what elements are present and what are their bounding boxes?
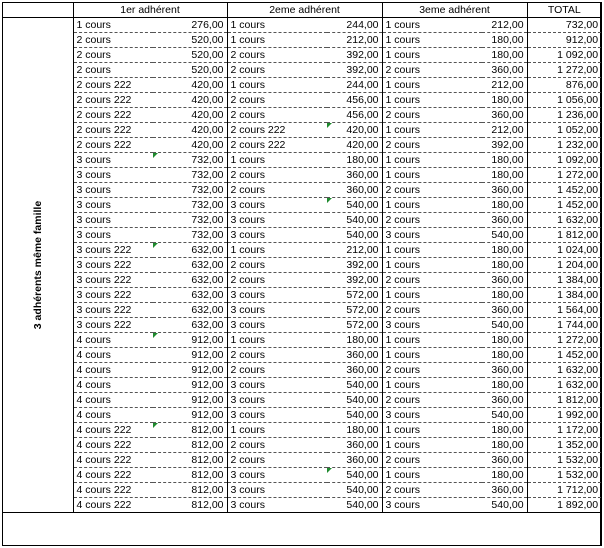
cell-third-member-price[interactable]: 180,00 — [482, 438, 527, 453]
cell-second-member-price[interactable]: 212,00 — [327, 33, 382, 48]
cell-first-member-courses[interactable]: 2 cours 222 — [73, 93, 153, 108]
cell-third-member-courses[interactable]: 2 cours — [382, 138, 482, 153]
cell-first-member-price[interactable]: 732,00 — [153, 153, 227, 168]
cell-third-member-courses[interactable]: 1 cours — [382, 78, 482, 93]
cell-second-member-courses[interactable]: 2 cours — [227, 168, 327, 183]
cell-first-member-courses[interactable]: 2 cours 222 — [73, 108, 153, 123]
cell-second-member-courses[interactable]: 3 cours — [227, 498, 327, 513]
cell-second-member-courses[interactable]: 2 cours — [227, 48, 327, 63]
cell-first-member-courses[interactable]: 3 cours — [73, 228, 153, 243]
cell-first-member-price[interactable]: 812,00 — [153, 453, 227, 468]
cell-total-price[interactable]: 1 272,00 — [527, 168, 601, 183]
table-row — [3, 138, 601, 153]
table-row — [3, 333, 601, 348]
cell-third-member-courses[interactable]: 2 cours — [382, 63, 482, 78]
table-row — [3, 198, 601, 213]
cell-second-member-price[interactable]: 360,00 — [327, 348, 382, 363]
cell-second-member-price[interactable]: 360,00 — [327, 363, 382, 378]
cell-third-member-price[interactable]: 360,00 — [482, 393, 527, 408]
table-row — [3, 183, 601, 198]
cell-second-member-price[interactable]: 540,00 — [327, 498, 382, 513]
cell-first-member-price[interactable]: 632,00 — [153, 318, 227, 333]
cell-total-price[interactable]: 1 056,00 — [527, 93, 601, 108]
cell-third-member-price[interactable]: 180,00 — [482, 258, 527, 273]
cell-second-member-price[interactable]: 540,00 — [327, 408, 382, 423]
cell-first-member-price[interactable]: 420,00 — [153, 108, 227, 123]
cell-third-member-courses[interactable]: 1 cours — [382, 198, 482, 213]
table-row — [3, 393, 601, 408]
cell-second-member-courses[interactable]: 3 cours — [227, 288, 327, 303]
cell-second-member-courses[interactable]: 2 cours — [227, 438, 327, 453]
cell-second-member-courses[interactable]: 3 cours — [227, 228, 327, 243]
cell-first-member-courses[interactable]: 3 cours — [73, 213, 153, 228]
cell-third-member-price[interactable]: 212,00 — [482, 78, 527, 93]
cell-third-member-price[interactable]: 540,00 — [482, 228, 527, 243]
cell-third-member-price[interactable]: 180,00 — [482, 348, 527, 363]
cell-first-member-price[interactable]: 912,00 — [153, 408, 227, 423]
table-row — [3, 363, 601, 378]
cell-total-price[interactable]: 1 232,00 — [527, 138, 601, 153]
cell-third-member-price[interactable]: 540,00 — [482, 498, 527, 513]
cell-third-member-price[interactable]: 360,00 — [482, 273, 527, 288]
cell-total-price[interactable]: 1 632,00 — [527, 213, 601, 228]
cell-total-price[interactable]: 1 024,00 — [527, 243, 601, 258]
cell-second-member-price[interactable]: 540,00 — [327, 228, 382, 243]
cell-third-member-courses[interactable]: 1 cours — [382, 48, 482, 63]
cell-second-member-courses[interactable]: 1 cours — [227, 18, 327, 33]
cell-third-member-courses[interactable]: 1 cours — [382, 468, 482, 483]
table-row — [3, 348, 601, 363]
cell-total-price[interactable]: 1 532,00 — [527, 468, 601, 483]
cell-third-member-price[interactable]: 180,00 — [482, 168, 527, 183]
cell-first-member-price[interactable]: 812,00 — [153, 468, 227, 483]
cell-third-member-courses[interactable]: 2 cours — [382, 393, 482, 408]
cell-first-member-price[interactable]: 732,00 — [153, 168, 227, 183]
cell-total-price[interactable]: 1 452,00 — [527, 183, 601, 198]
cell-total-price[interactable]: 1 384,00 — [527, 273, 601, 288]
cell-first-member-courses[interactable]: 3 cours — [73, 198, 153, 213]
cell-third-member-courses[interactable]: 3 cours — [382, 498, 482, 513]
cell-third-member-courses[interactable]: 1 cours — [382, 348, 482, 363]
cell-first-member-price[interactable]: 420,00 — [153, 123, 227, 138]
cell-third-member-courses[interactable]: 1 cours — [382, 33, 482, 48]
table-row — [3, 213, 601, 228]
cell-third-member-price[interactable]: 392,00 — [482, 138, 527, 153]
cell-third-member-price[interactable]: 360,00 — [482, 108, 527, 123]
cell-first-member-price[interactable]: 420,00 — [153, 138, 227, 153]
cell-third-member-price[interactable]: 180,00 — [482, 33, 527, 48]
cell-first-member-courses[interactable]: 2 cours — [73, 48, 153, 63]
cell-total-price[interactable]: 1 092,00 — [527, 153, 601, 168]
cell-first-member-price[interactable]: 912,00 — [153, 378, 227, 393]
cell-first-member-price[interactable]: 812,00 — [153, 438, 227, 453]
cell-first-member-price[interactable]: 732,00 — [153, 228, 227, 243]
header-second-member[interactable]: 2eme adhérent — [227, 3, 382, 18]
table-row — [3, 108, 601, 123]
cell-third-member-price[interactable]: 180,00 — [482, 198, 527, 213]
cell-second-member-courses[interactable]: 2 cours — [227, 453, 327, 468]
cell-third-member-price[interactable]: 540,00 — [482, 408, 527, 423]
cell-total-price[interactable]: 1 272,00 — [527, 63, 601, 78]
cell-third-member-courses[interactable]: 3 cours — [382, 408, 482, 423]
table-row — [3, 453, 601, 468]
cell-second-member-courses[interactable]: 3 cours — [227, 393, 327, 408]
cell-second-member-price[interactable]: 180,00 — [327, 153, 382, 168]
cell-second-member-courses[interactable]: 2 cours — [227, 258, 327, 273]
cell-second-member-courses[interactable]: 2 cours 222 — [227, 138, 327, 153]
cell-first-member-courses[interactable]: 4 cours — [73, 378, 153, 393]
cell-third-member-price[interactable]: 360,00 — [482, 63, 527, 78]
cell-first-member-courses[interactable]: 4 cours 222 — [73, 468, 153, 483]
cell-second-member-price[interactable]: 212,00 — [327, 243, 382, 258]
side-label: 3 adhérents même famille — [31, 200, 44, 330]
cell-first-member-price[interactable]: 812,00 — [153, 483, 227, 498]
pricing-table — [3, 3, 601, 513]
cell-total-price[interactable]: 1 052,00 — [527, 123, 601, 138]
cell-third-member-price[interactable]: 540,00 — [482, 318, 527, 333]
cell-second-member-courses[interactable]: 1 cours — [227, 33, 327, 48]
cell-third-member-courses[interactable]: 1 cours — [382, 333, 482, 348]
cell-total-price[interactable]: 1 532,00 — [527, 453, 601, 468]
table-row — [3, 48, 601, 63]
table-row — [3, 438, 601, 453]
table-row — [3, 168, 601, 183]
cell-second-member-price[interactable]: 572,00 — [327, 288, 382, 303]
cell-first-member-price[interactable]: 520,00 — [153, 63, 227, 78]
cell-total-price[interactable]: 1 744,00 — [527, 318, 601, 333]
cell-first-member-courses[interactable]: 4 cours 222 — [73, 438, 153, 453]
cell-total-price[interactable]: 1 452,00 — [527, 198, 601, 213]
cell-total-price[interactable]: 1 712,00 — [527, 483, 601, 498]
table-row — [3, 408, 601, 423]
cell-first-member-courses[interactable]: 4 cours 222 — [73, 423, 153, 438]
cell-second-member-courses[interactable]: 1 cours — [227, 423, 327, 438]
table-row — [3, 468, 601, 483]
cell-first-member-courses[interactable]: 1 cours — [73, 18, 153, 33]
cell-third-member-courses[interactable]: 2 cours — [382, 483, 482, 498]
cell-second-member-price[interactable]: 392,00 — [327, 63, 382, 78]
cell-first-member-price[interactable]: 912,00 — [153, 333, 227, 348]
cell-total-price[interactable]: 1 272,00 — [527, 333, 601, 348]
cell-second-member-price[interactable]: 180,00 — [327, 423, 382, 438]
cell-first-member-price[interactable]: 632,00 — [153, 243, 227, 258]
cell-total-price[interactable]: 1 204,00 — [527, 258, 601, 273]
cell-first-member-courses[interactable]: 3 cours 222 — [73, 243, 153, 258]
cell-second-member-price[interactable]: 420,00 — [327, 138, 382, 153]
cell-third-member-courses[interactable]: 2 cours — [382, 108, 482, 123]
cell-third-member-price[interactable]: 360,00 — [482, 183, 527, 198]
cell-first-member-courses[interactable]: 4 cours — [73, 333, 153, 348]
cell-third-member-courses[interactable]: 1 cours — [382, 18, 482, 33]
cell-second-member-courses[interactable]: 2 cours — [227, 273, 327, 288]
cell-first-member-courses[interactable]: 3 cours 222 — [73, 303, 153, 318]
table-row — [3, 63, 601, 78]
cell-first-member-price[interactable]: 732,00 — [153, 213, 227, 228]
cell-third-member-courses[interactable]: 2 cours — [382, 273, 482, 288]
cell-second-member-courses[interactable]: 2 cours — [227, 363, 327, 378]
cell-second-member-price[interactable]: 540,00 — [327, 213, 382, 228]
cell-first-member-price[interactable]: 812,00 — [153, 498, 227, 513]
cell-second-member-price[interactable]: 540,00 — [327, 468, 382, 483]
cell-second-member-courses[interactable]: 2 cours — [227, 63, 327, 78]
cell-third-member-price[interactable]: 212,00 — [482, 123, 527, 138]
cell-second-member-price[interactable]: 244,00 — [327, 78, 382, 93]
table-row — [3, 318, 601, 333]
cell-second-member-courses[interactable]: 2 cours 222 — [227, 123, 327, 138]
cell-third-member-courses[interactable]: 2 cours — [382, 303, 482, 318]
cell-second-member-courses[interactable]: 3 cours — [227, 408, 327, 423]
cell-first-member-price[interactable]: 912,00 — [153, 348, 227, 363]
cell-second-member-courses[interactable]: 2 cours — [227, 93, 327, 108]
cell-third-member-courses[interactable]: 2 cours — [382, 213, 482, 228]
cell-third-member-courses[interactable]: 1 cours — [382, 168, 482, 183]
cell-first-member-courses[interactable]: 2 cours 222 — [73, 78, 153, 93]
cell-total-price[interactable]: 732,00 — [527, 18, 601, 33]
cell-third-member-courses[interactable]: 3 cours — [382, 318, 482, 333]
cell-second-member-price[interactable]: 360,00 — [327, 438, 382, 453]
table-row — [3, 153, 601, 168]
cell-first-member-courses[interactable]: 3 cours 222 — [73, 273, 153, 288]
cell-first-member-courses[interactable]: 3 cours 222 — [73, 318, 153, 333]
cell-total-price[interactable]: 1 632,00 — [527, 378, 601, 393]
table-row — [3, 288, 601, 303]
cell-third-member-courses[interactable]: 1 cours — [382, 153, 482, 168]
cell-first-member-price[interactable]: 420,00 — [153, 78, 227, 93]
cell-first-member-courses[interactable]: 4 cours 222 — [73, 498, 153, 513]
cell-third-member-price[interactable]: 360,00 — [482, 483, 527, 498]
cell-third-member-courses[interactable]: 1 cours — [382, 93, 482, 108]
cell-total-price[interactable]: 876,00 — [527, 78, 601, 93]
cell-second-member-price[interactable]: 360,00 — [327, 168, 382, 183]
cell-first-member-price[interactable]: 632,00 — [153, 258, 227, 273]
cell-second-member-price[interactable]: 540,00 — [327, 483, 382, 498]
cell-second-member-courses[interactable]: 1 cours — [227, 153, 327, 168]
table-row — [3, 483, 601, 498]
cell-second-member-price[interactable]: 540,00 — [327, 378, 382, 393]
cell-total-price[interactable]: 1 564,00 — [527, 303, 601, 318]
cell-second-member-courses[interactable]: 3 cours — [227, 213, 327, 228]
table-row — [3, 78, 601, 93]
cell-third-member-price[interactable]: 360,00 — [482, 303, 527, 318]
cell-third-member-courses[interactable]: 2 cours — [382, 363, 482, 378]
cell-first-member-courses[interactable]: 4 cours 222 — [73, 483, 153, 498]
cell-third-member-courses[interactable]: 1 cours — [382, 438, 482, 453]
cell-first-member-price[interactable]: 276,00 — [153, 18, 227, 33]
cell-third-member-courses[interactable]: 1 cours — [382, 423, 482, 438]
cell-first-member-courses[interactable]: 3 cours — [73, 168, 153, 183]
cell-first-member-courses[interactable]: 4 cours — [73, 393, 153, 408]
table-row — [3, 258, 601, 273]
header-first-member[interactable]: 1er adhérent — [73, 3, 227, 18]
cell-first-member-courses[interactable]: 3 cours — [73, 183, 153, 198]
cell-second-member-price[interactable]: 360,00 — [327, 453, 382, 468]
cell-first-member-courses[interactable]: 3 cours 222 — [73, 258, 153, 273]
table-row — [3, 303, 601, 318]
cell-third-member-courses[interactable]: 1 cours — [382, 258, 482, 273]
cell-third-member-price[interactable]: 180,00 — [482, 48, 527, 63]
cell-second-member-courses[interactable]: 1 cours — [227, 243, 327, 258]
cell-second-member-courses[interactable]: 3 cours — [227, 318, 327, 333]
table-row — [3, 18, 601, 33]
side-label-cell — [3, 18, 73, 513]
cell-total-price[interactable]: 1 236,00 — [527, 108, 601, 123]
cell-first-member-price[interactable]: 520,00 — [153, 48, 227, 63]
cell-second-member-price[interactable]: 360,00 — [327, 183, 382, 198]
cell-second-member-price[interactable]: 392,00 — [327, 273, 382, 288]
table-row — [3, 498, 601, 513]
cell-first-member-courses[interactable]: 3 cours — [73, 153, 153, 168]
cell-total-price[interactable]: 1 452,00 — [527, 348, 601, 363]
cell-first-member-price[interactable]: 912,00 — [153, 393, 227, 408]
header-row — [3, 3, 601, 18]
cell-second-member-courses[interactable]: 3 cours — [227, 303, 327, 318]
cell-first-member-courses[interactable]: 2 cours — [73, 63, 153, 78]
cell-second-member-courses[interactable]: 2 cours — [227, 348, 327, 363]
cell-second-member-courses[interactable]: 3 cours — [227, 198, 327, 213]
cell-second-member-courses[interactable]: 2 cours — [227, 183, 327, 198]
cell-first-member-price[interactable]: 632,00 — [153, 273, 227, 288]
cell-second-member-courses[interactable]: 3 cours — [227, 483, 327, 498]
cell-second-member-price[interactable]: 540,00 — [327, 393, 382, 408]
cell-third-member-courses[interactable]: 3 cours — [382, 228, 482, 243]
cell-second-member-price[interactable]: 420,00 — [327, 123, 382, 138]
cell-second-member-courses[interactable]: 3 cours — [227, 468, 327, 483]
cell-first-member-courses[interactable]: 3 cours 222 — [73, 288, 153, 303]
cell-second-member-price[interactable]: 392,00 — [327, 48, 382, 63]
cell-first-member-price[interactable]: 912,00 — [153, 363, 227, 378]
cell-third-member-price[interactable]: 180,00 — [482, 153, 527, 168]
cell-third-member-courses[interactable]: 1 cours — [382, 243, 482, 258]
cell-total-price[interactable]: 1 812,00 — [527, 228, 601, 243]
cell-third-member-price[interactable]: 360,00 — [482, 363, 527, 378]
cell-third-member-courses[interactable]: 1 cours — [382, 123, 482, 138]
cell-third-member-price[interactable]: 180,00 — [482, 93, 527, 108]
cell-first-member-courses[interactable]: 2 cours — [73, 33, 153, 48]
cell-first-member-price[interactable]: 732,00 — [153, 198, 227, 213]
cell-total-price[interactable]: 1 892,00 — [527, 498, 601, 513]
cell-third-member-price[interactable]: 180,00 — [482, 288, 527, 303]
cell-first-member-price[interactable]: 632,00 — [153, 303, 227, 318]
cell-second-member-price[interactable]: 572,00 — [327, 303, 382, 318]
cell-total-price[interactable]: 1 092,00 — [527, 48, 601, 63]
table-row — [3, 93, 601, 108]
cell-third-member-price[interactable]: 180,00 — [482, 378, 527, 393]
table-row — [3, 243, 601, 258]
cell-third-member-price[interactable]: 360,00 — [482, 453, 527, 468]
cell-first-member-price[interactable]: 812,00 — [153, 423, 227, 438]
cell-third-member-courses[interactable]: 1 cours — [382, 378, 482, 393]
cell-third-member-courses[interactable]: 1 cours — [382, 288, 482, 303]
cell-first-member-courses[interactable]: 4 cours — [73, 363, 153, 378]
table-row — [3, 273, 601, 288]
cell-second-member-price[interactable]: 540,00 — [327, 198, 382, 213]
cell-second-member-courses[interactable]: 1 cours — [227, 78, 327, 93]
cell-second-member-price[interactable]: 244,00 — [327, 18, 382, 33]
cell-total-price[interactable]: 1 812,00 — [527, 393, 601, 408]
corner-cell — [3, 3, 73, 18]
spreadsheet — [2, 2, 602, 546]
table-row — [3, 123, 601, 138]
cell-first-member-courses[interactable]: 4 cours — [73, 408, 153, 423]
table-row — [3, 378, 601, 393]
cell-third-member-courses[interactable]: 2 cours — [382, 183, 482, 198]
cell-second-member-price[interactable]: 456,00 — [327, 108, 382, 123]
cell-third-member-price[interactable]: 360,00 — [482, 213, 527, 228]
cell-second-member-price[interactable]: 456,00 — [327, 93, 382, 108]
header-total[interactable]: TOTAL — [527, 3, 601, 18]
cell-first-member-price[interactable]: 632,00 — [153, 288, 227, 303]
cell-first-member-courses[interactable]: 4 cours — [73, 348, 153, 363]
cell-second-member-price[interactable]: 180,00 — [327, 333, 382, 348]
cell-second-member-courses[interactable]: 1 cours — [227, 333, 327, 348]
cell-third-member-courses[interactable]: 2 cours — [382, 453, 482, 468]
table-row — [3, 423, 601, 438]
cell-first-member-courses[interactable]: 4 cours 222 — [73, 453, 153, 468]
cell-first-member-courses[interactable]: 2 cours 222 — [73, 123, 153, 138]
cell-second-member-price[interactable]: 572,00 — [327, 318, 382, 333]
cell-third-member-price[interactable]: 180,00 — [482, 423, 527, 438]
header-third-member[interactable]: 3eme adhérent — [382, 3, 527, 18]
cell-first-member-price[interactable]: 732,00 — [153, 183, 227, 198]
table-row — [3, 33, 601, 48]
cell-first-member-courses[interactable]: 2 cours 222 — [73, 138, 153, 153]
cell-second-member-price[interactable]: 392,00 — [327, 258, 382, 273]
cell-third-member-price[interactable]: 212,00 — [482, 18, 527, 33]
cell-total-price[interactable]: 912,00 — [527, 33, 601, 48]
cell-first-member-price[interactable]: 420,00 — [153, 93, 227, 108]
cell-total-price[interactable]: 1 172,00 — [527, 423, 601, 438]
cell-first-member-price[interactable]: 520,00 — [153, 33, 227, 48]
cell-third-member-price[interactable]: 180,00 — [482, 243, 527, 258]
cell-third-member-price[interactable]: 180,00 — [482, 468, 527, 483]
cell-total-price[interactable]: 1 992,00 — [527, 408, 601, 423]
cell-total-price[interactable]: 1 352,00 — [527, 438, 601, 453]
table-row — [3, 228, 601, 243]
cell-second-member-courses[interactable]: 3 cours — [227, 378, 327, 393]
cell-total-price[interactable]: 1 384,00 — [527, 288, 601, 303]
cell-second-member-courses[interactable]: 2 cours — [227, 108, 327, 123]
cell-total-price[interactable]: 1 632,00 — [527, 363, 601, 378]
cell-third-member-price[interactable]: 180,00 — [482, 333, 527, 348]
